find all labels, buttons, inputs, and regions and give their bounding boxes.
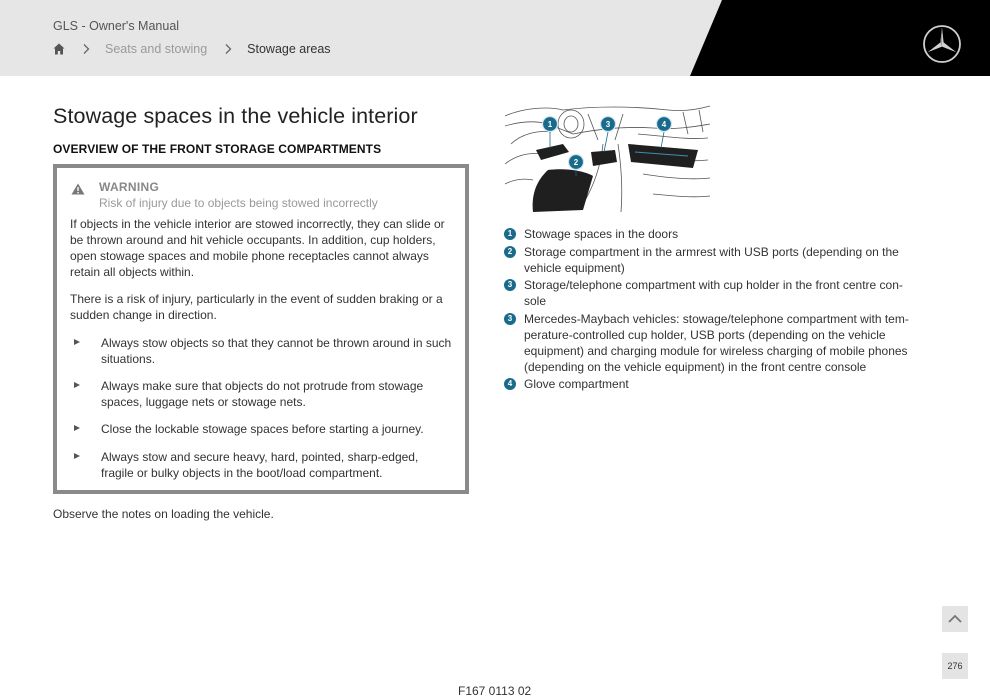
page-number: 276 [942, 653, 968, 679]
chevron-up-icon [942, 606, 968, 632]
legend-item [503, 277, 913, 309]
warning-bullet-text: Close the lockable stowage spaces before starting a journey. [101, 422, 424, 436]
chevron-right-icon [81, 43, 91, 55]
breadcrumb-stowage-areas: Stowage areas [247, 42, 331, 56]
warning-box [53, 164, 469, 494]
legend-number-badge: 4 [504, 378, 516, 390]
warning-label: WARNING [99, 180, 160, 194]
warning-triangle-icon [71, 183, 85, 195]
legend-text: Storage/telephone compartment with cup holder in the front centre con-sole [524, 278, 903, 308]
bullet-arrow-icon [74, 339, 80, 345]
legend-text: Storage compartment in the armrest with USB ports (depending on the vehicle equipment) [524, 244, 899, 275]
legend-number-badge: 3 [504, 279, 516, 291]
page-title: Stowage spaces in the vehicle interior [53, 104, 418, 128]
warning-bullet [70, 335, 454, 367]
breadcrumb-seats-and-stowing[interactable]: Seats and stowing [105, 42, 208, 56]
vehicle-interior-illustration [503, 104, 711, 214]
warning-paragraph: There is a risk of injury, particularly in the event of sudden braking or a sudden change in direction. [70, 292, 443, 322]
bullet-arrow-icon [74, 425, 80, 431]
section-heading: OVERVIEW OF THE FRONT STORAGE COMPARTMENTS [53, 142, 382, 156]
header-bar [0, 0, 990, 76]
manual-title: GLS - Owner's Manual [53, 19, 180, 33]
chevron-right-icon [223, 43, 233, 55]
breadcrumb [53, 42, 331, 56]
marker-3: 3 [605, 120, 611, 129]
marker-4: 4 [661, 120, 667, 129]
legend-item [503, 311, 913, 375]
legend-text: Glove compartment [524, 377, 629, 391]
warning-bullet [70, 378, 454, 410]
legend-number-badge: 3 [504, 313, 516, 325]
legend-number-badge: 2 [504, 246, 516, 258]
legend-item [503, 244, 913, 276]
figure-code: F167 0113 02 [458, 684, 532, 698]
scroll-to-top-button[interactable] [942, 606, 968, 632]
warning-bullet-text: Always make sure that objects do not protrude from stowage spaces, luggage nets or stowage nets. [101, 379, 424, 409]
warning-bullet [70, 449, 454, 481]
bullet-arrow-icon [74, 453, 80, 459]
marker-1: 1 [547, 120, 553, 129]
warning-subtitle: Risk of injury due to objects being stowed incorrectly [99, 196, 378, 210]
warning-bullet-text: Always stow objects so that they cannot be thrown around in such situations. [101, 336, 452, 366]
warning-bullet-text: Always stow and secure heavy, hard, pointed, sharp-edged, fragile or bulky objects in the boot/load compartment. [101, 450, 419, 480]
warning-paragraph: If objects in the vehicle interior are stowed incorrectly, they can slide or be thrown around and hit vehicle occupants. In addition, cup holders, open stowage spaces and mobile phone receptacles cannot always retain all objects within. [70, 217, 445, 279]
mercedes-star-logo[interactable] [922, 24, 962, 64]
legend-text: Stowage spaces in the doors [524, 227, 679, 241]
bullet-arrow-icon [74, 382, 80, 388]
legend-item [503, 226, 913, 242]
legend-number-badge: 1 [504, 228, 516, 240]
home-icon[interactable] [53, 43, 65, 55]
legend-text: Mercedes-Maybach vehicles: stowage/telephone compartment with tem-perature-controlled cup holder, USB ports (depending on the vehicle equipment) and charging module for wireless charging of mobile phones (depending on the vehicle equipment) in the front centre console [524, 311, 909, 374]
marker-2: 2 [573, 158, 579, 167]
observe-note: Observe the notes on loading the vehicle. [53, 507, 274, 521]
legend-list [503, 226, 913, 394]
warning-bullet [70, 421, 454, 437]
legend-item [503, 376, 913, 392]
